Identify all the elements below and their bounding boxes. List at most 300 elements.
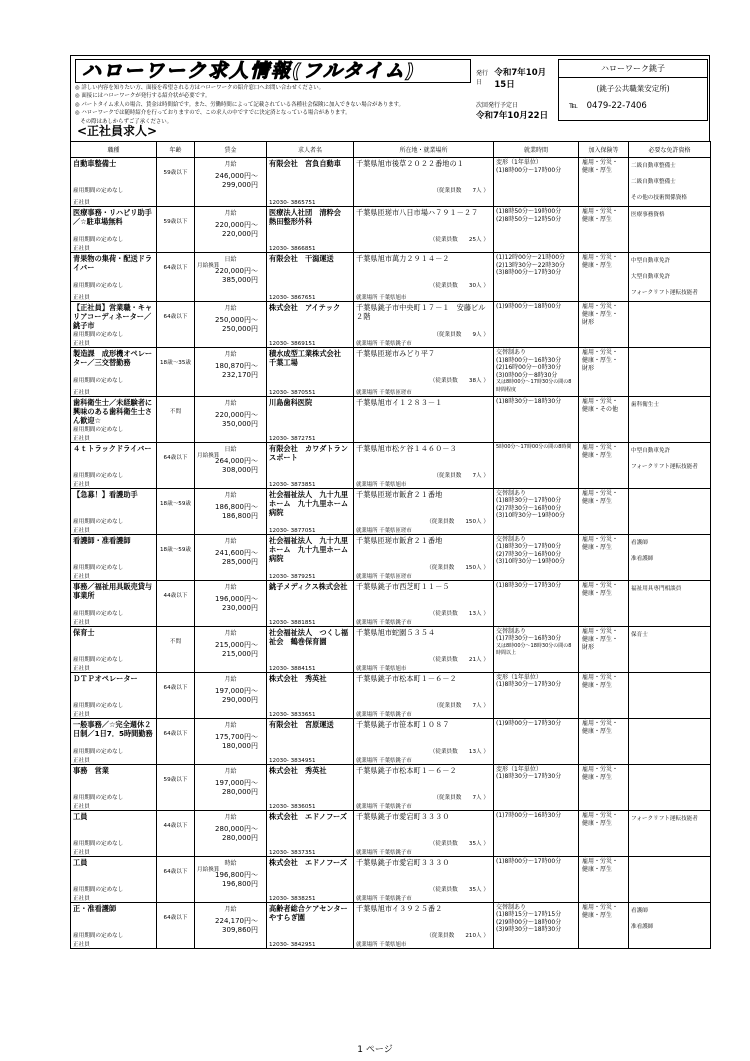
wage-conversion: 月給換算 bbox=[197, 452, 220, 459]
hours-line: 交替制あり bbox=[496, 349, 527, 356]
column-header: 年齢 bbox=[157, 142, 195, 158]
company-cell bbox=[267, 253, 354, 302]
employment-type: 正社員 bbox=[73, 803, 90, 810]
wage-cell bbox=[195, 396, 267, 442]
location-cell bbox=[354, 810, 494, 856]
job-cell bbox=[71, 534, 157, 580]
employee-count: （従業員数 7人 ） bbox=[433, 702, 489, 709]
workplace: 就業場所 千葉県旭市 bbox=[356, 665, 407, 672]
employment-period: 雇用期間の定めなし bbox=[73, 426, 124, 433]
qualification-cell bbox=[629, 442, 711, 488]
column-header: 就業時間 bbox=[494, 142, 579, 158]
notes bbox=[75, 84, 470, 126]
hours-note: 5時00分～17時00分の間の8時間 bbox=[496, 443, 572, 450]
insurance-cell bbox=[579, 580, 629, 626]
employee-count: （従業員数 150人 ） bbox=[426, 564, 489, 571]
workplace: 就業場所 千葉県匝瑳市 bbox=[356, 573, 412, 580]
employee-count: （従業員数 150人 ） bbox=[426, 518, 489, 525]
table-row bbox=[71, 348, 711, 397]
section-title: <正社員求人> bbox=[77, 124, 158, 138]
job-id: 12030- 3872751 bbox=[269, 435, 316, 442]
wage-line: 246,000円～ bbox=[215, 172, 258, 180]
location-cell bbox=[354, 626, 494, 672]
company-cell bbox=[267, 488, 354, 534]
insurance-cell bbox=[579, 672, 629, 718]
age-cell bbox=[157, 534, 195, 580]
insurance-line: 健康・厚生 bbox=[582, 497, 613, 505]
employee-count: （従業員数 7人 ） bbox=[433, 188, 489, 194]
job-title: 工員 bbox=[73, 811, 88, 821]
hours-line: (1)8時30分～18時30分 bbox=[496, 397, 562, 405]
employment-period: 雇用期間の定めなし bbox=[73, 237, 124, 243]
wage-line: 290,000円 bbox=[222, 695, 258, 704]
job-cell bbox=[71, 302, 157, 348]
qualification: 二級自動車整備士 bbox=[631, 163, 676, 169]
column-header: 加入保険等 bbox=[579, 142, 629, 158]
wage-type: 月給 bbox=[224, 305, 237, 312]
job-cell bbox=[71, 158, 157, 207]
qualification: 福祉用具専門相談員 bbox=[631, 585, 682, 592]
employment-period: 雇用期間の定めなし bbox=[73, 564, 124, 571]
wage-line: 224,170円～ bbox=[215, 916, 258, 925]
qualification-cell bbox=[629, 253, 711, 302]
job-cell bbox=[71, 672, 157, 718]
wage-type: 月給 bbox=[224, 351, 237, 358]
hours-line: (3)10時30分～19時00分 bbox=[496, 558, 566, 566]
company-name: 株式会社 秀英社 bbox=[269, 673, 327, 683]
hours-line: (1)8時30分～17時00分 bbox=[496, 497, 562, 505]
wage-type: 月給 bbox=[224, 583, 237, 591]
hours-line: (1)12時00分～21時00分 bbox=[496, 254, 566, 261]
age-cell bbox=[157, 810, 195, 856]
employee-count: （従業員数 35人 ） bbox=[429, 840, 489, 847]
table-row bbox=[71, 207, 711, 253]
company-cell bbox=[267, 580, 354, 626]
company-cell bbox=[267, 856, 354, 902]
location-cell bbox=[354, 302, 494, 348]
job-title: 一般事務／☆完全週休２日制／1日7．5時間勤務 bbox=[73, 719, 153, 738]
hours-cell bbox=[494, 207, 579, 253]
hours-line: 交替制あり bbox=[496, 535, 527, 543]
insurance-cell bbox=[579, 810, 629, 856]
hours-line: (1)7時00分～16時30分 bbox=[496, 811, 562, 819]
insurance-cell bbox=[579, 718, 629, 764]
wage-line: 250,000円～ bbox=[215, 316, 258, 324]
age-cell bbox=[157, 253, 195, 302]
employment-type: 正社員 bbox=[73, 895, 90, 902]
qualification-cell bbox=[629, 718, 711, 764]
job-title: 歯科衛生士／未経験者に興味のある歯科衛生士さん歓迎☆ bbox=[73, 397, 153, 425]
insurance-line: 雇用・労災・ bbox=[582, 673, 619, 681]
job-title: 医療事務・リハビリ助手／☆駐車場無料 bbox=[73, 208, 152, 226]
employment-period: 雇用期間の定めなし bbox=[73, 518, 124, 525]
insurance-line: 健康・厚生 bbox=[582, 543, 613, 551]
insurance-cell bbox=[579, 856, 629, 902]
insurance-line: 財形 bbox=[582, 319, 595, 326]
note-line: ◎ ハローワークでは随時紹介を行っておりますので、この求人の中ですでに決定済となっている場合があります。 bbox=[75, 110, 351, 117]
company-name: 有限会社 カワダトランスポート bbox=[269, 443, 348, 462]
insurance-line: 雇用・労災・ bbox=[582, 159, 619, 166]
location-cell bbox=[354, 856, 494, 902]
wage-type: 月給 bbox=[224, 210, 237, 217]
qualification: 看護師 bbox=[631, 907, 648, 914]
age-limit: 18歳～35歳 bbox=[159, 360, 192, 366]
wage-type: 月給 bbox=[224, 161, 237, 168]
location-cell bbox=[354, 672, 494, 718]
employment-type: 正社員 bbox=[73, 573, 90, 580]
wage-line: 180,870円～ bbox=[215, 362, 258, 370]
employment-period: 雇用期間の定めなし bbox=[73, 283, 124, 289]
location-cell bbox=[354, 158, 494, 207]
hours-line: (2)9時00分～18時00分 bbox=[496, 918, 562, 926]
insurance-line: 健康・厚生・ bbox=[582, 635, 619, 643]
age-cell bbox=[157, 764, 195, 810]
age-limit: 64歳以下 bbox=[163, 314, 188, 320]
hours-line: 変形（1年単位） bbox=[496, 673, 542, 681]
wage-value bbox=[195, 687, 266, 705]
employment-period: 雇用期間の定めなし bbox=[73, 656, 124, 663]
job-title: ＤＴＰオペレーター bbox=[73, 673, 138, 683]
wage-line: 350,000円 bbox=[222, 419, 258, 428]
employee-count: （従業員数 7人 ） bbox=[433, 472, 489, 479]
age-cell bbox=[157, 626, 195, 672]
table-row bbox=[71, 488, 711, 534]
location-cell bbox=[354, 718, 494, 764]
hours-cell bbox=[494, 488, 579, 534]
qualification: 准看護師 bbox=[631, 555, 654, 562]
wage-value bbox=[195, 457, 266, 475]
age-limit: 18歳～59歳 bbox=[159, 546, 192, 553]
insurance-line: 健康・厚生 bbox=[582, 727, 613, 735]
insurance-line: 健康・厚生 bbox=[582, 262, 613, 269]
employment-type: 正社員 bbox=[73, 295, 90, 301]
company-name: 株式会社 エドノフーズ bbox=[269, 811, 348, 821]
wage-line: 196,800円 bbox=[222, 879, 258, 888]
hours-cell bbox=[494, 302, 579, 348]
wage-line: 309,860円 bbox=[222, 925, 258, 934]
wage-value bbox=[195, 411, 266, 429]
employee-count: （従業員数 13人 ） bbox=[429, 610, 489, 617]
hours-line: (2)8時50分～12時50分 bbox=[496, 215, 562, 223]
company-name: 社会福祉法人 つくし福祉会 鶴巻保育園 bbox=[269, 627, 349, 646]
wage-cell bbox=[195, 626, 267, 672]
age-limit: 64歳以下 bbox=[163, 914, 188, 921]
hours-cell bbox=[494, 672, 579, 718]
column-header: 賃金 bbox=[195, 142, 267, 158]
age-limit: 18歳～59歳 bbox=[159, 500, 192, 507]
hours-line: (1)8時15分～17時15分 bbox=[496, 911, 562, 919]
job-title: 【急募！】看護助手 bbox=[73, 489, 138, 499]
qualification-cell bbox=[629, 764, 711, 810]
address: 千葉県銚子市笹本町１０８７ bbox=[356, 719, 450, 729]
hours-cell bbox=[494, 253, 579, 302]
qualification: 准看護師 bbox=[631, 923, 654, 930]
workplace: 就業場所 千葉県旭市 bbox=[356, 941, 407, 948]
wage-type: 月給 bbox=[224, 537, 237, 545]
company-name: 積水成型工業株式会社 千葉工場 bbox=[269, 349, 349, 367]
address: 千葉県銚子市愛宕町３３３０ bbox=[356, 811, 450, 821]
hours-line: (1)8時30分～17時00分 bbox=[496, 543, 562, 551]
table-row bbox=[71, 580, 711, 626]
table-row bbox=[71, 856, 711, 902]
insurance-line: 財形 bbox=[582, 643, 595, 651]
workplace: 就業場所 千葉県銚子市 bbox=[356, 803, 412, 810]
job-id: 12030- 3873851 bbox=[269, 481, 316, 488]
table-row bbox=[71, 810, 711, 856]
qualification-cell bbox=[629, 158, 711, 207]
hours-line: (1)8時50分～19時00分 bbox=[496, 208, 562, 215]
hours-cell bbox=[494, 718, 579, 764]
age-cell bbox=[157, 158, 195, 207]
employment-type: 正社員 bbox=[73, 527, 90, 534]
insurance-cell bbox=[579, 253, 629, 302]
age-cell bbox=[157, 442, 195, 488]
workplace: 就業場所 千葉県銚子市 bbox=[356, 757, 412, 764]
employment-type: 正社員 bbox=[73, 711, 90, 718]
wage-type: 月給 bbox=[224, 813, 237, 821]
office-box bbox=[558, 59, 708, 121]
age-limit: 59歳以下 bbox=[163, 219, 188, 225]
age-cell bbox=[157, 396, 195, 442]
company-name: 有限会社 宮原運送 bbox=[269, 719, 334, 729]
wage-line: 385,000円 bbox=[222, 276, 258, 284]
qualification: 保育士 bbox=[631, 631, 648, 638]
company-name: 社会福祉法人 九十九里ホーム 九十九里ホーム病院 bbox=[269, 489, 349, 517]
wage-line: 186,800円 bbox=[222, 511, 258, 520]
wage-cell bbox=[195, 534, 267, 580]
wage-line: 196,000円～ bbox=[215, 594, 258, 603]
employee-count: （従業員数 13人 ） bbox=[429, 748, 489, 755]
age-cell bbox=[157, 348, 195, 397]
insurance-line: 健康・厚生 bbox=[582, 911, 613, 919]
wage-line: 197,000円～ bbox=[215, 686, 258, 695]
wage-line: 196,800円～ bbox=[215, 870, 258, 879]
qualification-cell bbox=[629, 534, 711, 580]
hours-cell bbox=[494, 396, 579, 442]
insurance-line: 雇用・労災・ bbox=[582, 397, 619, 405]
insurance-line: 雇用・労災・ bbox=[582, 208, 619, 215]
wage-line: 280,000円～ bbox=[215, 824, 258, 833]
insurance-cell bbox=[579, 348, 629, 397]
job-id: 12030- 3837351 bbox=[269, 849, 316, 856]
table-row bbox=[71, 718, 711, 764]
employment-period: 雇用期間の定めなし bbox=[73, 702, 124, 709]
wage-cell bbox=[195, 253, 267, 302]
wage-cell bbox=[195, 207, 267, 253]
column-header: 必要な免許資格 bbox=[629, 142, 711, 158]
hours-cell bbox=[494, 810, 579, 856]
hours-line: 交替制あり bbox=[496, 627, 527, 635]
job-title: 看護師・准看護師 bbox=[73, 535, 131, 545]
table-row bbox=[71, 442, 711, 488]
company-cell bbox=[267, 302, 354, 348]
job-title: 【正社員】営業職・キャリアコーディネーター／銚子市 bbox=[73, 303, 153, 330]
wage-cell bbox=[195, 764, 267, 810]
insurance-line: 雇用・労災・ bbox=[582, 535, 619, 543]
column-header: 職種 bbox=[71, 142, 157, 158]
age-limit: 64歳以下 bbox=[163, 868, 188, 875]
wage-cell bbox=[195, 810, 267, 856]
wage-type: 時給 bbox=[224, 859, 237, 867]
address: 千葉県旭市イ３９２５番２ bbox=[356, 903, 443, 913]
insurance-line: 財形 bbox=[582, 365, 595, 372]
table-row bbox=[71, 764, 711, 810]
wage-value bbox=[195, 362, 266, 380]
issue-label: 発行日 bbox=[476, 70, 489, 86]
wage-line: 215,000円 bbox=[222, 649, 258, 658]
wage-line: 220,000円～ bbox=[215, 267, 258, 275]
employment-period: 雇用期間の定めなし bbox=[73, 794, 124, 801]
note-line: その際はあしからずご了承ください。 bbox=[75, 118, 173, 125]
insurance-line: 雇用・労災・ bbox=[582, 489, 619, 497]
hours-cell bbox=[494, 534, 579, 580]
hours-note: 又は8時00分～18時30分の間の8時間以上 bbox=[496, 642, 572, 657]
wage-line: 220,000円 bbox=[222, 230, 258, 238]
workplace: 就業場所 千葉県匝瑳市 bbox=[356, 389, 412, 396]
job-id: 12030- 3838251 bbox=[269, 895, 316, 902]
insurance-line: 健康・厚生 bbox=[582, 216, 613, 223]
hours-cell bbox=[494, 764, 579, 810]
table-row bbox=[71, 902, 711, 948]
employment-type: 正社員 bbox=[73, 849, 90, 856]
hours-note: 又は8時00分～17時30分の間の8時間程度 bbox=[496, 379, 572, 393]
employment-period: 雇用期間の定めなし bbox=[73, 610, 124, 617]
qualification-cell bbox=[629, 626, 711, 672]
location-cell bbox=[354, 580, 494, 626]
wage-line: 175,700円～ bbox=[215, 732, 258, 741]
employment-type: 正社員 bbox=[73, 665, 90, 672]
job-id: 12030- 3842951 bbox=[269, 941, 316, 948]
wage-value bbox=[195, 503, 266, 521]
address: 千葉県銚子市愛宕町３３３０ bbox=[356, 857, 450, 867]
hours-line: (3)8時00分～17時30分 bbox=[496, 269, 562, 277]
employment-type: 正社員 bbox=[73, 757, 90, 764]
company-cell bbox=[267, 672, 354, 718]
employment-period: 雇用期間の定めなし bbox=[73, 188, 124, 194]
hours-line: (2)7時30分～16時00分 bbox=[496, 550, 562, 558]
insurance-line: 健康・その他 bbox=[582, 405, 619, 413]
job-cell bbox=[71, 902, 157, 948]
workplace: 就業場所 千葉県銚子市 bbox=[356, 895, 412, 902]
workplace: 就業場所 千葉県銚子市 bbox=[356, 341, 412, 347]
job-id: 12030- 3834951 bbox=[269, 757, 316, 764]
job-title: 正・准看護師 bbox=[73, 903, 117, 913]
age-cell bbox=[157, 902, 195, 948]
company-name: 銚子メディクス株式会社 bbox=[269, 581, 348, 591]
hours-line: (1)8時30分～17時30分 bbox=[496, 773, 562, 781]
office-sub: (銚子公共職業安定所) bbox=[596, 84, 670, 93]
address: 千葉県旭市後草２０２２番地の１ bbox=[356, 159, 464, 168]
location-cell bbox=[354, 396, 494, 442]
qualification: 歯科衛生士 bbox=[631, 401, 659, 408]
wage-value bbox=[195, 595, 266, 613]
qualification: フォークリフト運転技能者 bbox=[631, 815, 698, 822]
workplace: 就業場所 千葉県旭市 bbox=[356, 295, 407, 301]
company-cell bbox=[267, 810, 354, 856]
hours-line: (1)8時00分～17時00分 bbox=[496, 857, 562, 865]
hours-line: 交替制あり bbox=[496, 489, 527, 497]
employment-type: 正社員 bbox=[73, 246, 90, 252]
employee-count: （従業員数 30人 ） bbox=[429, 283, 489, 289]
age-limit: 64歳以下 bbox=[163, 684, 188, 691]
job-id: 12030- 3866851 bbox=[269, 246, 316, 252]
job-cell bbox=[71, 488, 157, 534]
qualification-cell bbox=[629, 902, 711, 948]
qualification-cell bbox=[629, 348, 711, 397]
company-cell bbox=[267, 764, 354, 810]
age-cell bbox=[157, 580, 195, 626]
company-name: 川島歯科医院 bbox=[269, 397, 313, 407]
job-cell bbox=[71, 856, 157, 902]
hours-line: 交替制あり bbox=[496, 903, 527, 911]
job-title: 製造課 成形機オペレーター／三交替勤務 bbox=[73, 349, 153, 367]
dates bbox=[476, 66, 556, 121]
insurance-cell bbox=[579, 764, 629, 810]
hours-line: (2)7時30分～16時00分 bbox=[496, 504, 562, 512]
job-cell bbox=[71, 348, 157, 397]
job-title: 事務 営業 bbox=[73, 765, 109, 775]
qualification: フォークリフト運転技能者 bbox=[631, 290, 698, 296]
note-line: ◎ 面接にはハローワークが発行する紹介状が必要です。 bbox=[75, 93, 211, 100]
company-name: 有限会社 干潟運送 bbox=[269, 254, 334, 263]
wage-value bbox=[195, 172, 266, 190]
wage-type: 月給 bbox=[224, 767, 237, 775]
address: 千葉県匝瑳市みどり平７ bbox=[356, 349, 436, 358]
company-cell bbox=[267, 442, 354, 488]
wage-type: 月給 bbox=[224, 721, 237, 729]
wage-line: 250,000円 bbox=[222, 325, 258, 333]
wage-type: 月給 bbox=[224, 399, 237, 407]
insurance-line: 雇用・労災・ bbox=[582, 349, 619, 356]
address: 千葉県旭市松ケ谷１４６０－３ bbox=[356, 443, 457, 453]
employment-period: 雇用期間の定めなし bbox=[73, 886, 124, 893]
insurance-line: 雇用・労災・ bbox=[582, 581, 619, 589]
company-cell bbox=[267, 902, 354, 948]
address: 千葉県銚子市松本町１－６－２ bbox=[356, 765, 457, 775]
address: 千葉県銚子市中央町１７－１ 安藤ビル２階 bbox=[356, 303, 486, 321]
employee-count: （従業員数 35人 ） bbox=[429, 886, 489, 893]
hours-cell bbox=[494, 580, 579, 626]
job-cell bbox=[71, 764, 157, 810]
hours-line: 変形（1年単位） bbox=[496, 159, 542, 166]
employment-type: 正社員 bbox=[73, 389, 90, 396]
address: 千葉県旭市イ１２８３－１ bbox=[356, 397, 443, 407]
table-row bbox=[71, 672, 711, 718]
age-limit: 44歳以下 bbox=[163, 592, 188, 599]
employment-period: 雇用期間の定めなし bbox=[73, 378, 124, 384]
wage-conversion: 月給換算 bbox=[197, 263, 220, 269]
note-line: ◎ パートタイム求人の場合、賃金は時間給です。また、労働時間によって記載されている各種社会保険に加入できない場合があります。 bbox=[75, 101, 404, 108]
age-cell bbox=[157, 488, 195, 534]
wage-line: 197,000円～ bbox=[215, 778, 258, 787]
age-cell bbox=[157, 718, 195, 764]
insurance-cell bbox=[579, 534, 629, 580]
insurance-cell bbox=[579, 207, 629, 253]
insurance-line: 雇用・労災・ bbox=[582, 903, 619, 911]
qualification-cell bbox=[629, 302, 711, 348]
company-name: 社会福祉法人 九十九里ホーム 九十九里ホーム病院 bbox=[269, 535, 349, 563]
wage-line: 215,000円～ bbox=[215, 640, 258, 649]
address: 千葉県匝瑳市八日市場ハ７９１－２７ bbox=[356, 208, 479, 217]
job-id: 12030- 3865751 bbox=[269, 200, 316, 206]
qualification-cell bbox=[629, 207, 711, 253]
column-header: 所在地・就業場所 bbox=[354, 142, 494, 158]
age-cell bbox=[157, 207, 195, 253]
header bbox=[70, 55, 710, 141]
employment-type: 正社員 bbox=[73, 619, 90, 626]
wage-type: 日給 bbox=[224, 445, 237, 453]
job-cell bbox=[71, 626, 157, 672]
